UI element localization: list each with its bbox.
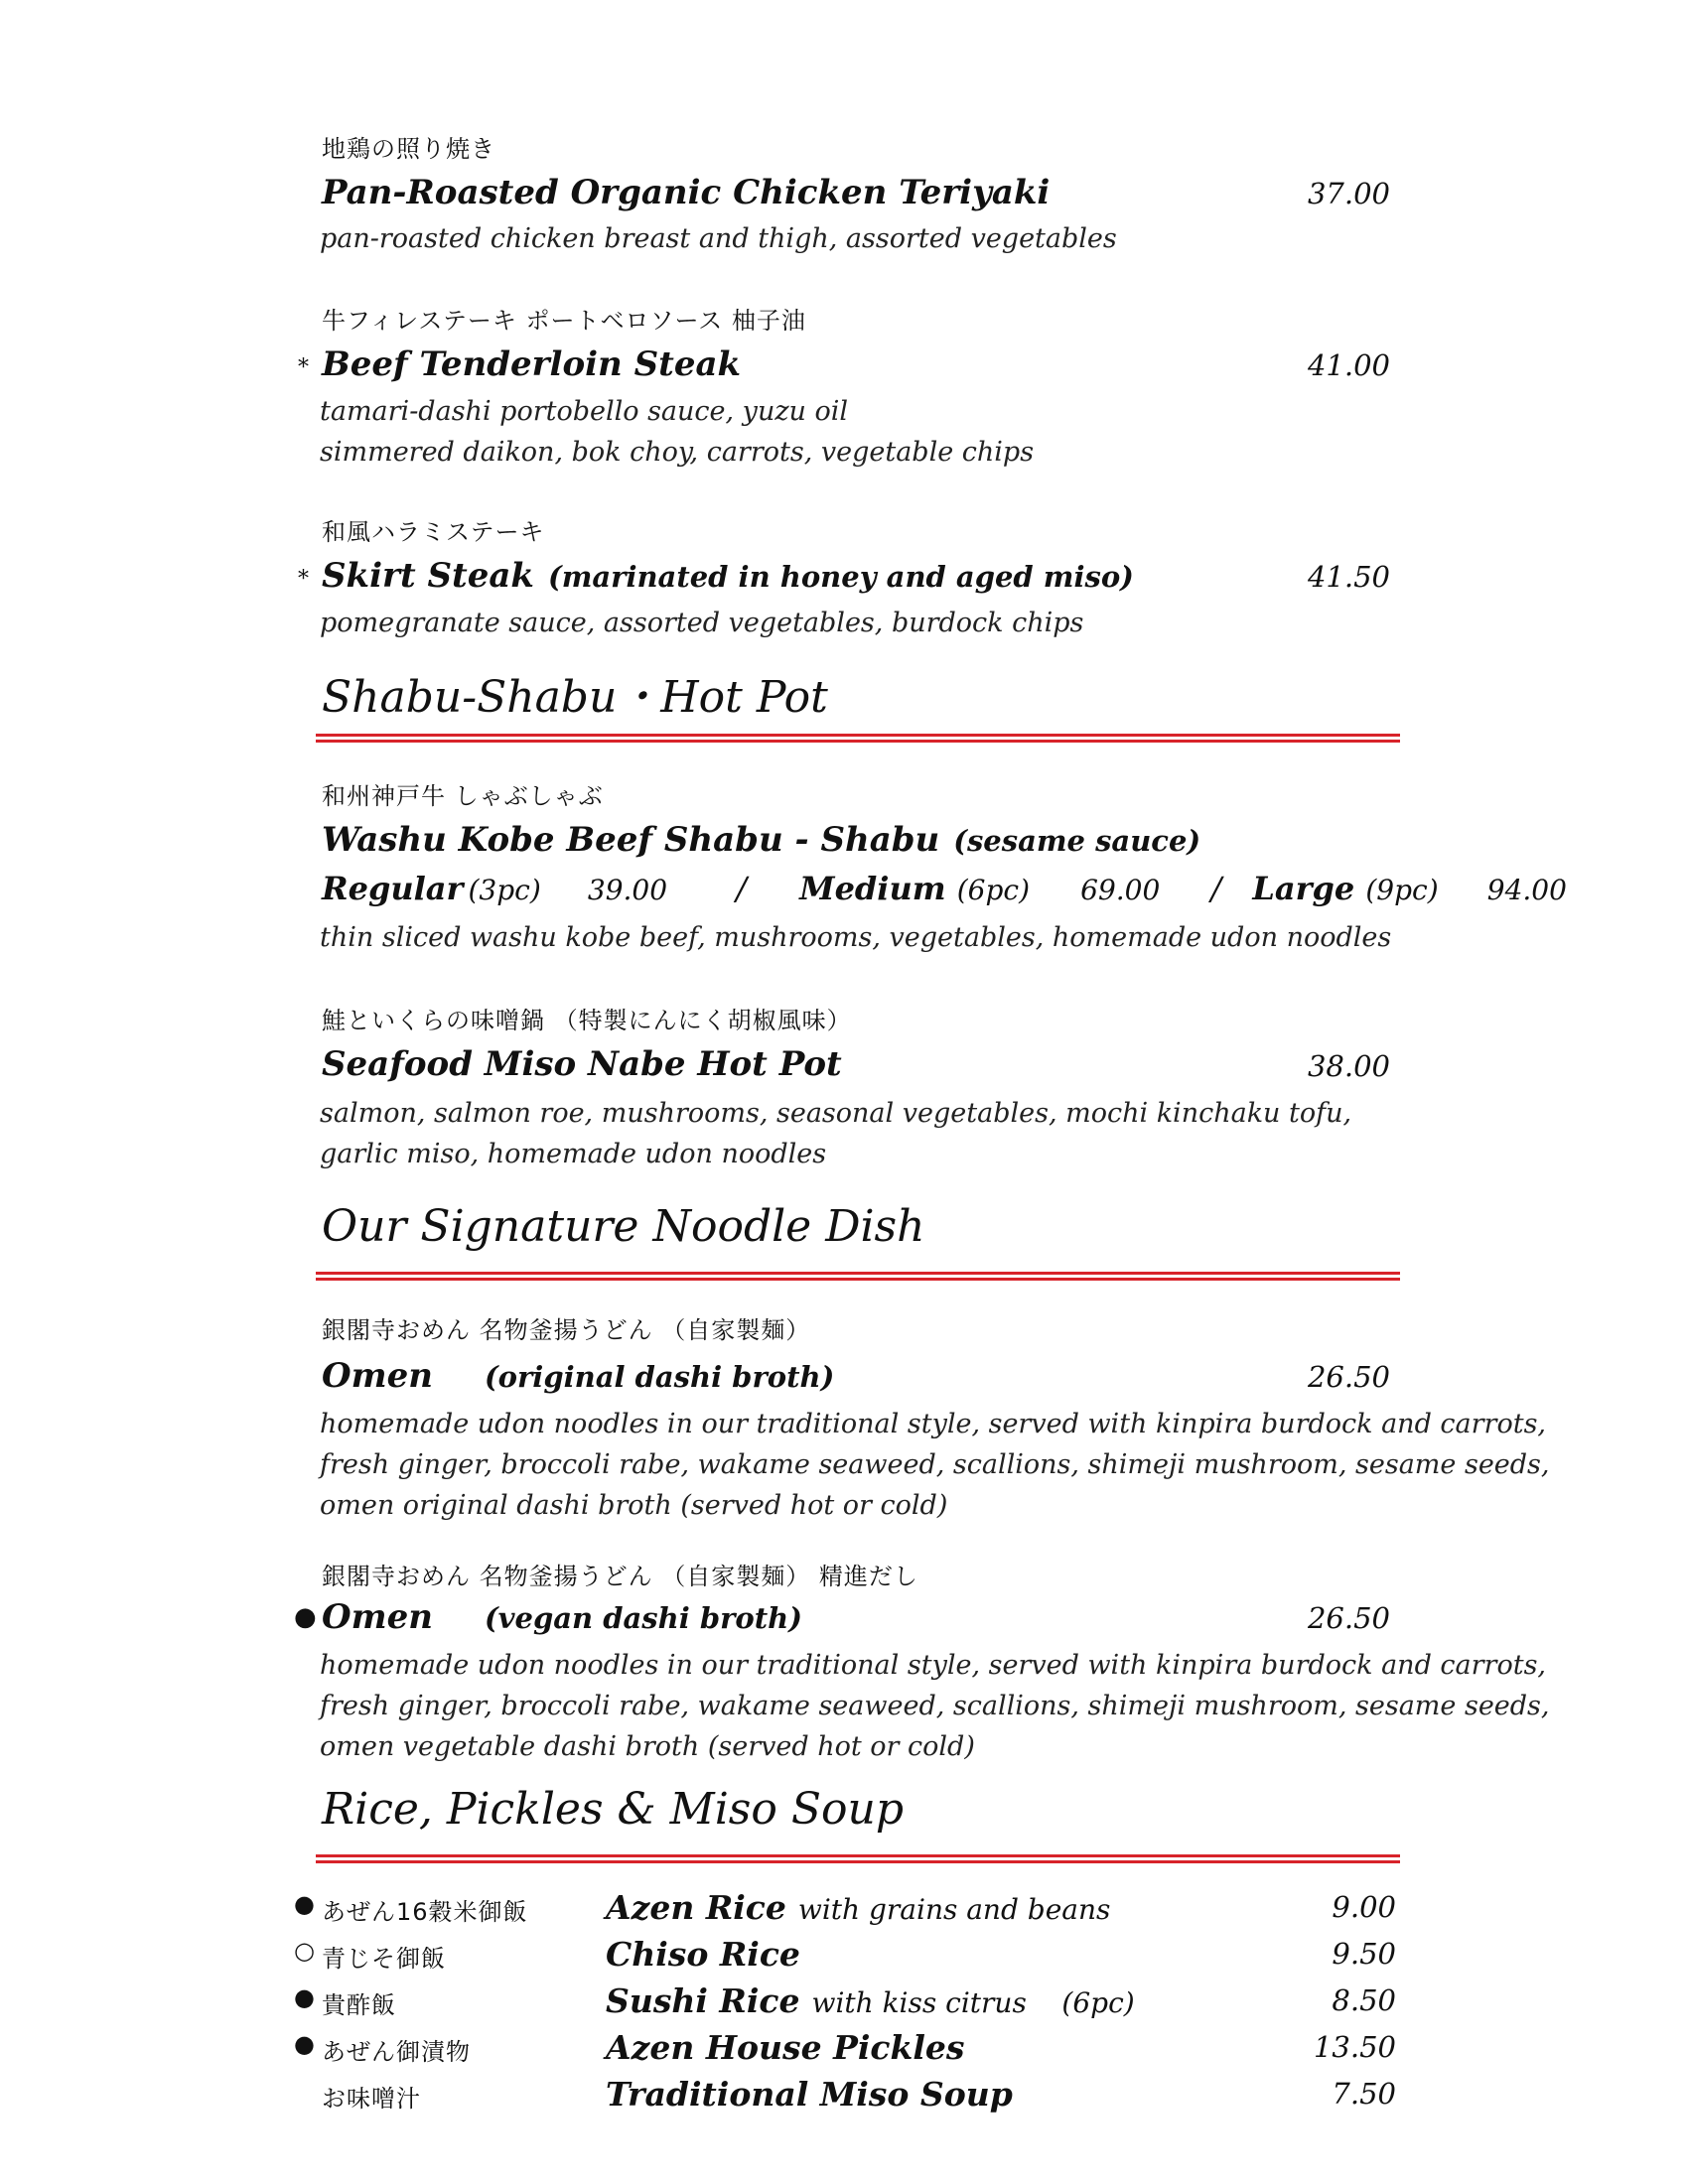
section-heading-rice: Rice, Pickles & Miso Soup — [322, 1784, 904, 1835]
item-title-text: Sushi Rice — [606, 1981, 800, 2020]
item-japanese-name: 鮭といくらの味噌鍋 （特製にんにく胡椒風味） — [322, 1007, 852, 1034]
rice-row-house-pickles — [294, 2028, 1396, 2072]
item-description: pomegranate sauce, assorted vegetables, burdock chips — [320, 608, 1084, 638]
item-title — [606, 2028, 977, 2067]
size-medium-label: Medium — [799, 870, 946, 907]
section-divider — [316, 1272, 1400, 1281]
size-separator: / — [1210, 870, 1222, 907]
item-title-text: Omen — [322, 1356, 433, 1396]
size-medium-pieces: (6pc) — [956, 874, 1030, 906]
item-title-text: Traditional Miso Soup — [606, 2075, 1013, 2114]
item-note: (sesame sauce) — [953, 824, 1201, 858]
item-japanese-name: 和州神戸牛 しゃぶしゃぶ — [322, 782, 604, 810]
item-description: homemade udon noodles in our traditional style, served with kinpira burdock and carrots, — [320, 1650, 1547, 1681]
size-price-options — [322, 870, 1567, 907]
raw-warning-asterisk: * — [298, 567, 309, 592]
item-japanese-name: 銀閣寺おめん 名物釜揚うどん （自家製麺） 精進だし — [322, 1563, 918, 1590]
item-price: 26.50 — [1307, 1360, 1390, 1394]
item-price: 37.00 — [1307, 177, 1390, 210]
vegan-bullet-icon: ● — [294, 1983, 315, 2011]
section-divider — [316, 734, 1400, 743]
size-regular-label: Regular — [322, 870, 464, 907]
item-description: tamari-dashi portobello sauce, yuzu oil — [320, 396, 849, 427]
size-regular-pieces: (3pc) — [468, 874, 541, 906]
size-medium-price: 69.00 — [1080, 874, 1161, 906]
item-description: homemade udon noodles in our traditional style, served with kinpira burdock and carrots, — [320, 1409, 1547, 1439]
vegan-bullet-icon: ● — [294, 1890, 315, 1918]
item-price: 8.50 — [1332, 1983, 1396, 2017]
item-description: simmered daikon, bok choy, carrots, vegetable chips — [320, 437, 1035, 468]
item-japanese-name: 青じそ御飯 — [322, 1945, 446, 1973]
section-divider — [316, 1854, 1400, 1863]
item-title-text: Skirt Steak — [322, 556, 534, 596]
item-title — [606, 2075, 1025, 2114]
item-price: 13.50 — [1313, 2030, 1396, 2064]
item-title: Seafood Miso Nabe Hot Pot — [322, 1044, 842, 1084]
item-note: (vegan dashi broth) — [484, 1601, 802, 1635]
vegan-bullet-icon: ● — [294, 1602, 317, 1632]
rice-row-miso-soup — [294, 2075, 1396, 2118]
item-title: Beef Tenderloin Steak — [322, 344, 742, 384]
item-price: 41.00 — [1307, 348, 1390, 382]
item-title — [606, 1981, 1135, 2020]
item-title-text: Azen House Pickles — [606, 2028, 965, 2067]
item-japanese-name: あぜん御漬物 — [322, 2038, 471, 2066]
item-japanese-name: 貴酢飯 — [322, 1991, 396, 2019]
item-description: garlic miso, homemade udon noodles — [320, 1139, 827, 1169]
item-title — [322, 820, 1200, 860]
item-japanese-name: お味噌汁 — [322, 2085, 421, 2113]
item-price: 26.50 — [1307, 1601, 1390, 1635]
size-large-price: 94.00 — [1486, 874, 1567, 906]
item-price: 9.00 — [1332, 1890, 1396, 1924]
vegetarian-circle-icon: ○ — [294, 1937, 315, 1965]
item-title — [606, 1888, 1110, 1927]
rice-row-sushi-rice — [294, 1981, 1396, 2025]
rice-row-chiso-rice — [294, 1935, 1396, 1979]
rice-row-azen-rice — [294, 1888, 1396, 1932]
item-price: 7.50 — [1332, 2077, 1396, 2111]
item-description: salmon, salmon roe, mushrooms, seasonal vegetables, mochi kinchaku tofu, — [320, 1098, 1352, 1129]
raw-warning-asterisk: * — [298, 355, 309, 380]
item-price: 9.50 — [1332, 1937, 1396, 1971]
item-title-text: Azen Rice — [606, 1888, 786, 1927]
item-japanese-name: 銀閣寺おめん 名物釜揚うどん （自家製麺） — [322, 1316, 811, 1344]
item-subtitle: with kiss citrus (6pc) — [811, 1986, 1135, 2019]
item-note: (marinated in honey and aged miso) — [547, 560, 1134, 594]
item-title: Pan-Roasted Organic Chicken Teriyaki — [322, 173, 1051, 212]
item-note: (original dashi broth) — [484, 1360, 835, 1394]
size-regular-price: 39.00 — [587, 874, 668, 906]
size-separator: / — [736, 870, 747, 907]
item-description: fresh ginger, broccoli rabe, wakame seaweed, scallions, shimeji mushroom, sesame seeds, — [320, 1691, 1550, 1721]
item-description: omen vegetable dashi broth (served hot or cold) — [320, 1731, 975, 1762]
item-price: 41.50 — [1307, 560, 1390, 594]
size-large-pieces: (9pc) — [1365, 874, 1439, 906]
item-description: pan-roasted chicken breast and thigh, assorted vegetables — [320, 223, 1117, 254]
item-title — [322, 1597, 802, 1637]
item-description: fresh ginger, broccoli rabe, wakame seaweed, scallions, shimeji mushroom, sesame seeds, — [320, 1449, 1550, 1480]
item-title — [322, 1356, 834, 1396]
item-subtitle: with grains and beans — [797, 1893, 1111, 1926]
item-japanese-name: 牛フィレステーキ ポートベロソース 柚子油 — [322, 307, 806, 335]
item-title-text: Washu Kobe Beef Shabu - Shabu — [322, 820, 940, 860]
item-title-text: Omen — [322, 1597, 433, 1637]
item-price: 38.00 — [1307, 1049, 1390, 1083]
section-heading-noodle: Our Signature Noodle Dish — [322, 1201, 925, 1252]
item-title-text: Chiso Rice — [606, 1935, 800, 1974]
item-japanese-name: 和風ハラミステーキ — [322, 518, 545, 546]
item-japanese-name: あぜん16穀米御飯 — [322, 1898, 528, 1926]
size-large-label: Large — [1252, 870, 1355, 907]
section-heading-shabu: Shabu-Shabu・Hot Pot — [322, 672, 828, 723]
item-japanese-name: 地鶏の照り焼き — [322, 135, 495, 163]
item-description: omen original dashi broth (served hot or cold) — [320, 1490, 948, 1521]
item-title — [322, 556, 1134, 596]
item-title — [606, 1935, 812, 1974]
vegan-bullet-icon: ● — [294, 2030, 315, 2058]
item-description: thin sliced washu kobe beef, mushrooms, vegetables, homemade udon noodles — [320, 922, 1392, 953]
